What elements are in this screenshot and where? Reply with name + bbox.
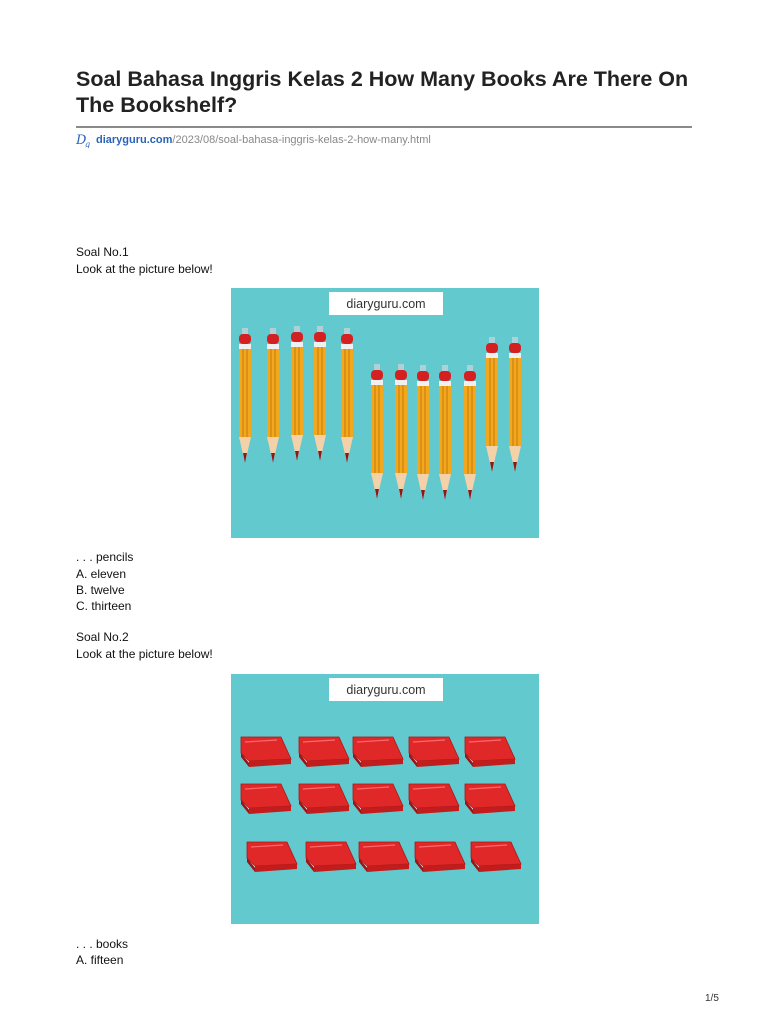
title-divider	[76, 126, 692, 128]
svg-text:g: g	[85, 140, 91, 148]
page-number: 1/5	[705, 993, 719, 1004]
watermark-label: diaryguru.com	[329, 678, 443, 701]
pencils-art	[231, 288, 539, 538]
source-domain[interactable]: diaryguru.com	[96, 134, 173, 146]
question-2-instruction: Look at the picture below!	[76, 647, 213, 661]
source-path[interactable]: /2023/08/soal-bahasa-inggris-kelas-2-how-many.html	[172, 134, 431, 146]
books-row-3	[247, 842, 521, 872]
books-picture	[231, 674, 539, 924]
books-art	[231, 674, 539, 924]
books-row-2	[241, 784, 515, 814]
diaryguru-logo-icon	[76, 132, 94, 148]
question-2-option-a: A. fifteen	[76, 953, 124, 967]
source-line	[76, 132, 431, 148]
books-row-1	[241, 737, 515, 767]
pencil-group-right	[371, 337, 521, 500]
watermark-label: diaryguru.com	[329, 292, 443, 315]
question-1-instruction: Look at the picture below!	[76, 262, 213, 276]
question-1-prompt: . . . pencils	[76, 550, 134, 564]
question-1-option-b: B. twelve	[76, 583, 125, 597]
svg-text:D: D	[76, 133, 87, 148]
pencils-picture	[231, 288, 539, 538]
question-1-option-a: A. eleven	[76, 567, 127, 581]
page-title: Soal Bahasa Inggris Kelas 2 How Many Books Are There On The Bookshelf?	[76, 67, 689, 117]
question-2-prompt: . . . books	[76, 937, 129, 951]
question-1-heading: Soal No.1	[76, 245, 129, 259]
question-2-heading: Soal No.2	[76, 630, 129, 644]
pencil-group-left	[239, 326, 353, 463]
question-1-option-c: C. thirteen	[76, 599, 132, 613]
